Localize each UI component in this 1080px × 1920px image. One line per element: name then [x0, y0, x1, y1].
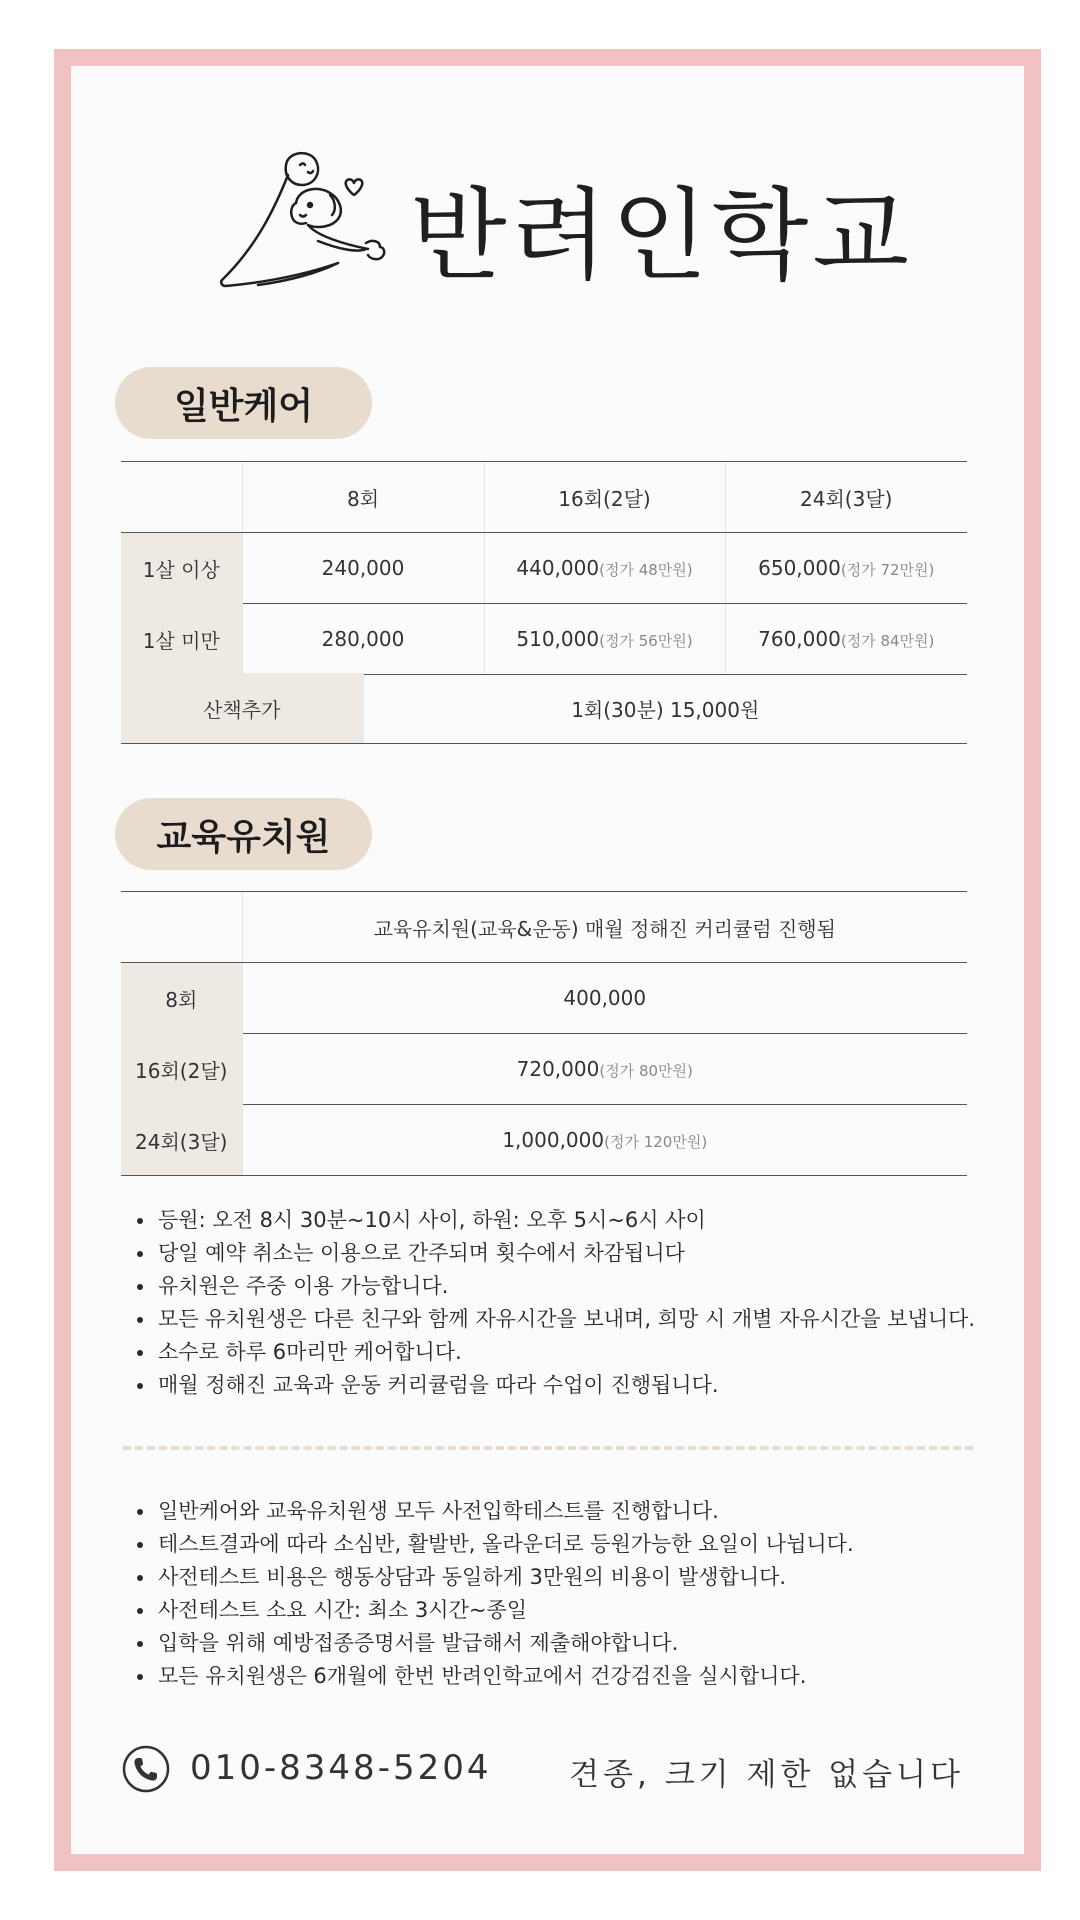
price-cell	[484, 533, 725, 604]
regular-price-note: (정가 120만원)	[604, 1133, 708, 1151]
header-cell-empty	[121, 462, 242, 533]
list-item: • 모든 유치원생은 6개월에 한번 반려인학교에서 건강검진을 실시합니다.	[156, 1660, 854, 1693]
regular-price-note: (정가 84만원)	[840, 632, 935, 650]
header-cell: 8회	[242, 462, 484, 533]
table-row	[121, 963, 967, 1034]
row-label: 1살 이상	[121, 533, 242, 604]
phone-icon[interactable]	[122, 1745, 170, 1793]
header-cell-empty	[121, 892, 242, 963]
list-item: • 모든 유치원생은 다른 친구와 함께 자유시간을 보내며, 희망 시 개별 자유시간을 보냅니다.	[156, 1303, 975, 1336]
price: 650,000	[758, 556, 841, 580]
list-item: • 매월 정해진 교육과 운동 커리큘럼을 따라 수업이 진행됩니다.	[156, 1369, 975, 1402]
price-cell	[242, 1105, 967, 1176]
phone-number[interactable]: 010-8348-5204	[190, 1748, 492, 1788]
logo	[218, 145, 913, 295]
walk-price: 1회(30분) 15,000원	[363, 673, 967, 744]
table-row	[121, 1105, 967, 1176]
row-label: 24회(3달)	[121, 1105, 242, 1176]
header-cell: 교육유치원(교육&운동) 매월 정해진 커리큘럼 진행됨	[242, 892, 967, 963]
price: 1,000,000	[502, 1128, 605, 1152]
section-title-kindergarten: 교육유치원	[115, 798, 372, 870]
regular-price-note: (정가 56만원)	[599, 632, 693, 650]
price-cell	[725, 604, 967, 675]
row-label: 16회(2달)	[121, 1034, 242, 1105]
list-item: • 테스트결과에 따라 소심반, 활발반, 올라운더로 등원가능한 요일이 나뉩니다.	[156, 1528, 854, 1561]
price-cell	[242, 963, 967, 1034]
table-row	[121, 533, 967, 604]
price-cell	[725, 533, 967, 604]
list-item: • 사전테스트 소요 시간: 최소 3시간~종일	[156, 1594, 854, 1627]
price: 510,000	[516, 627, 600, 651]
regular-price-note: (정가 72만원)	[840, 561, 935, 579]
list-item: • 등원: 오전 8시 30분~10시 사이, 하원: 오후 5시~6시 사이	[156, 1204, 975, 1237]
price-cell: 280,000	[242, 604, 484, 675]
person-dog-logo-icon	[218, 145, 408, 295]
list-item: • 당일 예약 취소는 이용으로 간주되며 횟수에서 차감됩니다	[156, 1237, 975, 1270]
walk-addon-table	[121, 673, 967, 744]
brand-name: 반려인학교	[410, 177, 913, 294]
table-row	[121, 1034, 967, 1105]
list-item: • 사전테스트 비용은 행동상담과 동일하게 3만원의 비용이 발생합니다.	[156, 1561, 854, 1594]
price: 760,000	[758, 627, 841, 651]
table-header-row	[121, 892, 967, 963]
list-item: • 일반케어와 교육유치원생 모두 사전입학테스트를 진행합니다.	[156, 1495, 854, 1528]
tagline: 견종, 크기 제한 없습니다	[569, 1757, 964, 1793]
regular-price-note: (정가 80만원)	[599, 1062, 693, 1080]
price-cell	[484, 604, 725, 675]
header-cell: 24회(3달)	[725, 462, 967, 533]
list-item: • 유치원은 주중 이용 가능합니다.	[156, 1270, 975, 1303]
price: 400,000	[563, 986, 647, 1010]
price: 720,000	[516, 1057, 600, 1081]
list-item: • 소수로 하루 6마리만 케어합니다.	[156, 1336, 975, 1369]
list-item: • 입학을 위해 예방접종증명서를 발급해서 제출해야합니다.	[156, 1627, 854, 1660]
section-title-general-care: 일반케어	[115, 367, 372, 439]
row-label: 산책추가	[121, 673, 363, 744]
table-header-row	[121, 462, 967, 533]
table-row	[121, 673, 967, 744]
dashed-divider	[123, 1446, 973, 1450]
price: 440,000	[516, 556, 600, 580]
kindergarten-notes-list	[130, 1204, 975, 1402]
price-cell: 240,000	[242, 533, 484, 604]
header-cell: 16회(2달)	[484, 462, 725, 533]
general-care-table	[121, 461, 967, 675]
table-row	[121, 604, 967, 675]
general-notes-list	[130, 1495, 854, 1693]
price-cell	[242, 1034, 967, 1105]
row-label: 1살 미만	[121, 604, 242, 675]
row-label: 8회	[121, 963, 242, 1034]
regular-price-note: (정가 48만원)	[599, 561, 693, 579]
kindergarten-table	[121, 891, 967, 1176]
